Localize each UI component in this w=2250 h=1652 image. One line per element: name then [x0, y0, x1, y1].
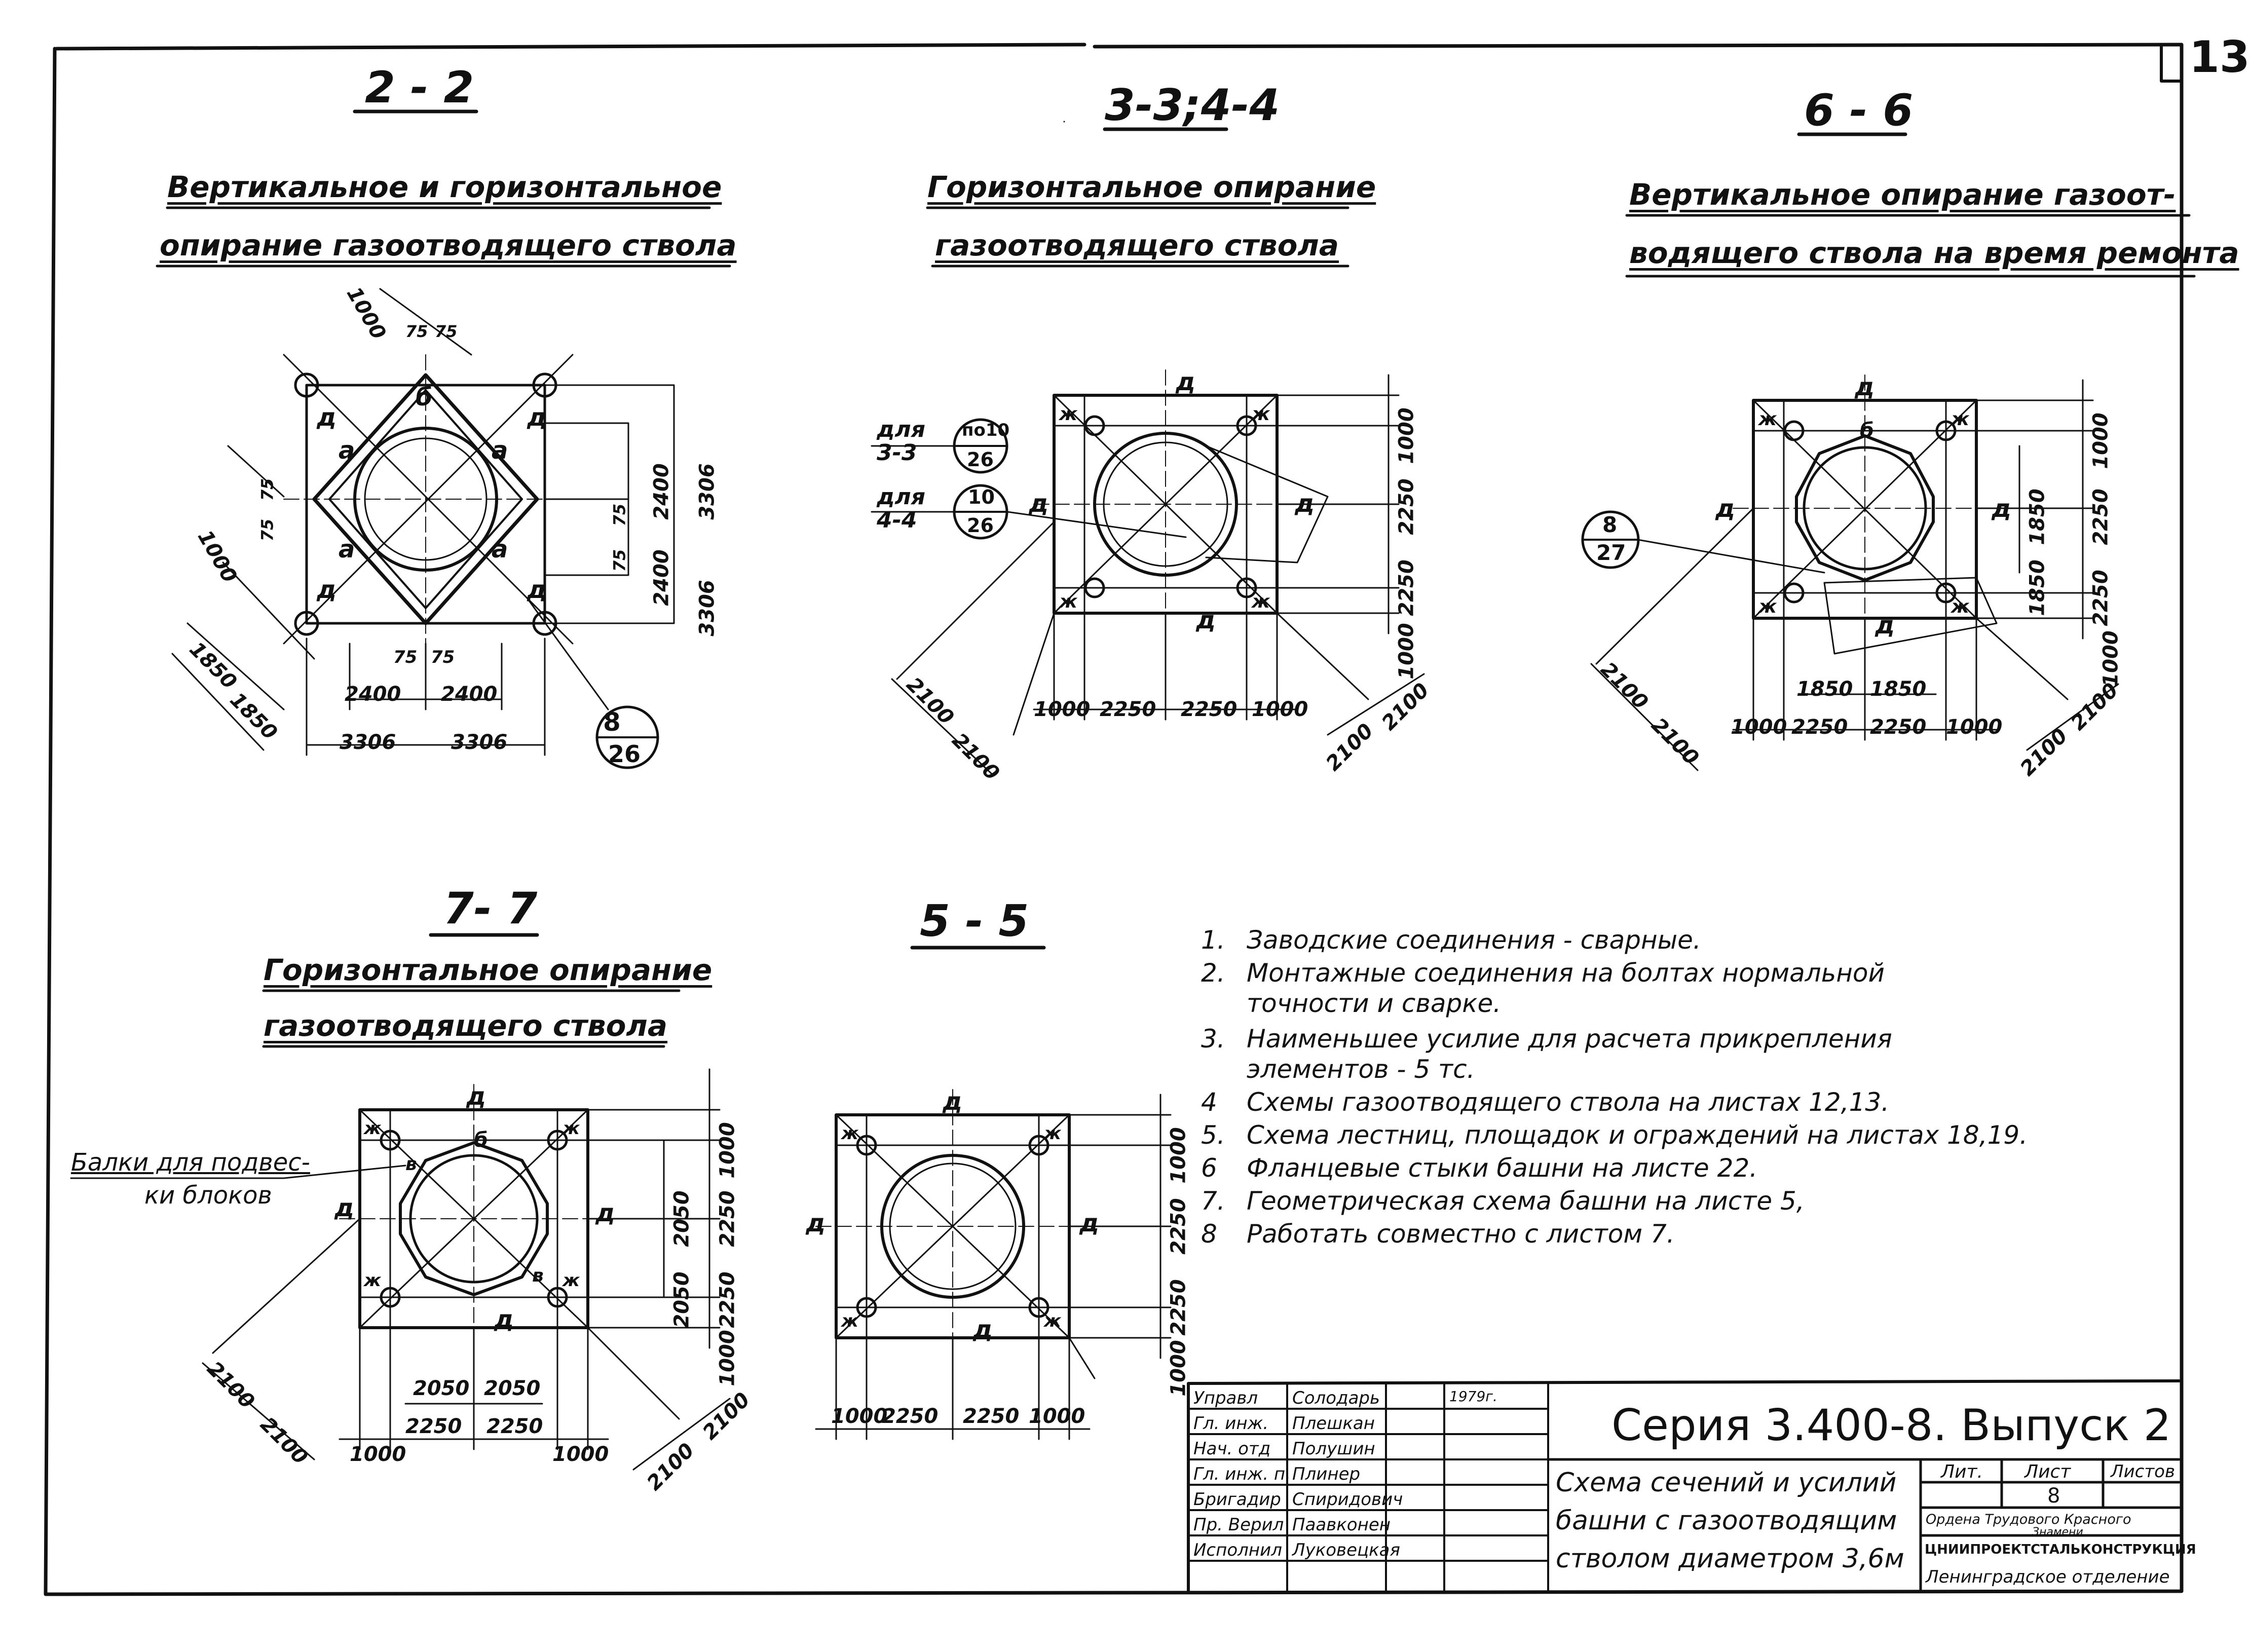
tb-description-3: стволом диаметром 3,6м: [1556, 1544, 1904, 1574]
page-number: 13: [2189, 32, 2250, 83]
dim-6-6-2100-b: 2100: [1646, 713, 1703, 770]
label-2-2-a4: а: [492, 535, 508, 564]
tb-sheet-label: Лист: [2024, 1461, 2071, 1482]
note-8: 8 Работать совместно с листом 7.: [1201, 1219, 1675, 1249]
callout-2-2-top: 8: [603, 707, 621, 737]
label-2-2-a2: а: [492, 436, 508, 465]
dim-7-7-1000-right: 1000: [552, 1443, 609, 1466]
tb-description-2: башни с газоотводящим: [1556, 1506, 1897, 1536]
tb-org-4: Ленинградское отделение: [1926, 1567, 2170, 1587]
tb-role-1: Управл: [1193, 1388, 1258, 1408]
dim-2-2-2400-lower: 2400: [650, 549, 673, 606]
label-5-5-d-right: д: [1079, 1209, 1099, 1237]
label-7-7-d-right: д: [595, 1199, 615, 1227]
dim-2-2-75-bottom-b: 75: [431, 647, 455, 667]
section-mark-7-7: 7- 7: [443, 883, 538, 934]
tb-sheet-value: 8: [2047, 1484, 2060, 1508]
dim-2-2-75-left-b: 75: [257, 518, 277, 542]
dim-3-3-1000-top: 1000: [1395, 407, 1418, 464]
dim-6-6-1000-bottom: 1000: [2099, 630, 2123, 687]
label-7-7-d-bottom: д: [494, 1305, 514, 1334]
label-3-3-d-top: д: [1176, 368, 1195, 396]
dim-3-3-2100-c: 2100: [1377, 679, 1434, 735]
callout-3-3-bottom: 26: [967, 448, 994, 471]
tb-org-2: Знамени: [2032, 1526, 2083, 1538]
label-6-6-zh1: ж: [1758, 409, 1777, 430]
label-7-7-zh1: ж: [364, 1118, 381, 1139]
label-7-7-v1: в: [405, 1154, 417, 1175]
dim-6-6-2250-upper: 2250: [2089, 489, 2113, 545]
label-7-7-zh4: ж: [562, 1270, 580, 1291]
dim-2-2-3306-lower: 3306: [695, 580, 719, 636]
label-3-3-d-right: д: [1295, 490, 1315, 518]
dim-7-7-1000-top: 1000: [716, 1122, 739, 1179]
label-7-7-d-top: д: [466, 1082, 486, 1111]
label-6-6-b: б: [1860, 419, 1874, 442]
dim-6-6-2100-c: 2100: [2066, 679, 2123, 735]
section-title-6-6-line2: водящего ствола на время ремонта: [1629, 236, 2239, 270]
callout-2-2-bottom: 26: [608, 740, 641, 768]
label-5-5-zh2: ж: [1044, 1123, 1061, 1144]
section-mark-3-3: 3-3;4-4: [1105, 80, 1280, 131]
tb-name-6: Паавконен: [1292, 1515, 1391, 1535]
dim-3-3-2100-b: 2100: [947, 728, 1004, 785]
tb-role-7: Исполнил: [1193, 1540, 1282, 1560]
dim-3-3-2250-lower: 2250: [1395, 559, 1418, 616]
dim-3-3-1000-bottom: 1000: [1395, 623, 1418, 680]
label-6-6-d-top: д: [1855, 373, 1874, 401]
dim-2-2-2400-upper: 2400: [650, 463, 673, 520]
label-6-6-zh4: ж: [1951, 596, 1969, 617]
label-7-7-d-left: д: [334, 1194, 354, 1222]
label-3-3-zh2: ж: [1252, 404, 1270, 425]
tb-name-7: Луковецкая: [1292, 1540, 1400, 1560]
label-2-2-a1: а: [339, 436, 355, 465]
dim-5-5-1000-bottom: 1000: [1167, 1340, 1190, 1397]
dim-7-7-2250-left: 2250: [405, 1415, 462, 1438]
dim-2-2-75-right-a: 75: [610, 503, 629, 527]
dim-7-7-2050-left: 2050: [413, 1377, 470, 1400]
dim-6-6-2100-a: 2100: [1596, 657, 1653, 715]
note-4: 4 Схемы газоотводящего ствола на листах 12,13.: [1201, 1087, 1890, 1117]
dim-2-2-75-right-b: 75: [610, 549, 629, 572]
dim-2-2-75-a: 75: [405, 322, 428, 341]
section-title-7-7-line1: Горизонтальное опирание: [264, 953, 713, 987]
label-5-5-zh3: ж: [841, 1311, 858, 1331]
dim-6-6-2250-left: 2250: [1791, 716, 1848, 739]
note-2: 2. Монтажные соединения на болтах нормальной: [1201, 958, 1885, 988]
label-6-6-d-right: д: [1992, 495, 2011, 523]
beam-label-line2: ки блоков: [144, 1181, 272, 1210]
label-3-3-zh4: ж: [1252, 591, 1270, 612]
dim-2-2-75-bottom-a: 75: [393, 647, 418, 667]
label-5-5-zh1: ж: [841, 1123, 858, 1144]
section-title-3-3-line2: газоотводящего ствола: [935, 228, 1339, 262]
label-3-3-d-left: д: [1029, 490, 1048, 518]
dim-7-7-2050-right: 2050: [484, 1377, 541, 1400]
section-2-2-drawing: [157, 111, 730, 768]
note-2-cont: точности и сварке.: [1247, 989, 1502, 1018]
label-5-5-d-bottom: д: [973, 1316, 993, 1344]
dim-7-7-2250-lower: 2250: [716, 1271, 739, 1328]
section-title-7-7-line2: газоотводящего ствола: [264, 1008, 668, 1043]
tb-name-4: Плинер: [1292, 1464, 1361, 1484]
dim-3-3-2250-left: 2250: [1100, 698, 1156, 721]
dim-7-7-1000-left: 1000: [350, 1443, 406, 1466]
section-title-2-2-line1: Вертикальное и горизонтальное: [167, 170, 722, 204]
tb-name-3: Полушин: [1292, 1439, 1375, 1459]
section-mark-2-2: 2 - 2: [365, 62, 474, 113]
section-5-5-drawing: [816, 948, 1171, 1439]
dim-6-6-1850-left: 1850: [1796, 678, 1853, 701]
dim-7-7-2100-b: 2100: [255, 1412, 312, 1470]
dim-6-6-1000-left: 1000: [1731, 716, 1787, 739]
dim-5-5-1000-right: 1000: [1029, 1405, 1085, 1428]
section-mark-6-6: 6 - 6: [1804, 85, 1914, 136]
tb-org-3: ЦНИИПРОЕКТСТАЛЬКОНСТРУКЦИЯ: [1925, 1542, 2196, 1557]
dim-7-7-2100-d: 2100: [642, 1439, 699, 1495]
label-7-7-b: б: [474, 1129, 488, 1152]
label-2-2-b: б: [416, 383, 433, 411]
dim-6-6-1850-right: 1850: [1870, 678, 1927, 701]
tb-name-5: Спиридович: [1292, 1489, 1403, 1510]
tb-series: Серия 3.400-8. Выпуск 2: [1611, 1400, 2171, 1451]
label-2-2-d2: д: [527, 403, 547, 432]
callout-3-3-label: для 3-3: [877, 417, 926, 466]
label-6-6-zh3: ж: [1758, 596, 1777, 617]
label-6-6-zh2: ж: [1951, 409, 1969, 430]
label-2-2-d3: д: [317, 576, 336, 604]
dim-2-2-3306-upper: 3306: [695, 463, 719, 520]
dim-5-5-1000-top: 1000: [1167, 1127, 1190, 1184]
tb-year: 1979г.: [1449, 1388, 1497, 1405]
callout-4-4-bottom: 26: [967, 514, 994, 537]
note-1: 1. Заводские соединения - сварные.: [1201, 925, 1701, 955]
tb-role-6: Пр. Верил: [1193, 1515, 1284, 1535]
label-7-7-zh2: ж: [562, 1118, 580, 1139]
label-5-5-d-left: д: [806, 1209, 826, 1237]
label-3-3-zh1: ж: [1059, 404, 1077, 425]
dim-5-5-2250-left: 2250: [882, 1405, 939, 1428]
dim-3-3-2100-d: 2100: [1321, 719, 1378, 776]
tb-sheets-label: Листов: [2111, 1461, 2176, 1482]
callout-4-4-label: для 4-4: [877, 484, 926, 534]
section-title-3-3-line1: Горизонтальное опирание: [927, 170, 1376, 204]
dim-7-7-2100-c: 2100: [698, 1388, 755, 1445]
dim-2-2-2400-left: 2400: [345, 683, 401, 706]
label-3-3-zh3: ж: [1059, 591, 1077, 612]
tb-name-1: Солодарь: [1292, 1388, 1380, 1408]
section-mark-5-5: 5 - 5: [920, 896, 1029, 947]
callout-4-4-top: 10: [968, 486, 995, 508]
label-2-2-d1: д: [317, 403, 336, 432]
dim-3-3-2250-upper: 2250: [1395, 478, 1418, 535]
label-6-6-d-left: д: [1715, 495, 1735, 523]
label-6-6-d-bottom: д: [1875, 611, 1895, 640]
dim-3-3-2100-a: 2100: [902, 672, 958, 730]
dim-7-7-2050-lower: 2050: [670, 1271, 694, 1328]
section-title-6-6-line1: Вертикальное опирание газоот-: [1629, 177, 2176, 212]
dim-6-6-2100-d: 2100: [2015, 724, 2073, 781]
dim-6-6-2250-right: 2250: [1870, 716, 1927, 739]
dim-5-5-2250-lower: 2250: [1167, 1279, 1190, 1336]
tb-role-5: Бригадир: [1193, 1489, 1281, 1510]
dim-7-7-2250-right: 2250: [486, 1415, 543, 1438]
tb-role-2: Гл. инж.: [1193, 1413, 1269, 1434]
tb-role-4: Гл. инж. п.: [1193, 1464, 1291, 1484]
dim-7-7-1000-bottom: 1000: [716, 1330, 739, 1386]
label-2-2-d4: д: [527, 576, 547, 604]
dim-2-2-1850-b: 1850: [225, 688, 282, 745]
label-3-3-d-bottom: д: [1196, 606, 1216, 634]
dim-2-2-2400-right: 2400: [441, 683, 498, 706]
dim-7-7-2250-upper: 2250: [716, 1190, 739, 1247]
callout-3-3-top: по10: [962, 420, 1010, 440]
section-3-3-drawing: [872, 122, 1424, 775]
tb-role-3: Нач. отд: [1193, 1439, 1271, 1459]
tb-lit-label: Лит.: [1941, 1461, 1983, 1482]
dim-2-2-75-b: 75: [435, 322, 458, 341]
dim-6-6-1850-lower: 1850: [2026, 559, 2049, 616]
dim-5-5-2250-upper: 2250: [1167, 1198, 1190, 1255]
dim-2-2-3306-left: 3306: [340, 731, 396, 754]
label-2-2-a3: а: [339, 535, 355, 564]
callout-6-6-top: 8: [1602, 512, 1618, 537]
dim-6-6-1000-top: 1000: [2089, 412, 2113, 469]
dim-6-6-2250-lower: 2250: [2089, 570, 2113, 626]
dim-3-3-2250-right: 2250: [1181, 698, 1238, 721]
note-5: 5. Схема лестниц, площадок и ограждений на листах 18,19.: [1201, 1120, 2028, 1150]
note-6: 6 Фланцевые стыки башни на листе 22.: [1201, 1153, 1758, 1183]
note-3-cont: элементов - 5 тс.: [1247, 1055, 1475, 1084]
dim-2-2-1850-a: 1850: [184, 637, 241, 694]
label-7-7-v2: в: [532, 1265, 544, 1286]
dim-6-6-1000-right: 1000: [1946, 716, 2003, 739]
dim-2-2-1000-left: 1000: [193, 526, 242, 587]
note-3: 3. Наименьшее усилие для расчета прикрепления: [1201, 1024, 1892, 1054]
note-7: 7. Геометрическая схема башни на листе 5,: [1201, 1186, 1805, 1216]
dim-3-3-1000-right: 1000: [1252, 698, 1308, 721]
label-5-5-d-top: д: [943, 1087, 962, 1116]
tb-name-2: Плешкан: [1292, 1413, 1375, 1434]
dim-7-7-2100-a: 2100: [202, 1357, 259, 1414]
dim-2-2-75-left-a: 75: [257, 478, 277, 501]
beam-label-line1: Балки для подвес-: [71, 1148, 310, 1177]
section-title-2-2-line2: опирание газоотводящего ствола: [160, 228, 737, 262]
label-5-5-zh4: ж: [1044, 1311, 1061, 1331]
label-7-7-zh3: ж: [364, 1270, 381, 1291]
dim-5-5-2250-right: 2250: [963, 1405, 1020, 1428]
tb-org-1: Ордена Трудового Красного: [1926, 1512, 2131, 1527]
callout-6-6-bottom: 27: [1596, 540, 1626, 565]
dim-2-2-1000-top: 1000: [342, 283, 391, 344]
dim-6-6-1850-upper: 1850: [2026, 489, 2049, 545]
dim-7-7-2050-upper: 2050: [670, 1190, 694, 1247]
tb-description-1: Схема сечений и усилий: [1556, 1468, 1897, 1498]
dim-2-2-3306-right: 3306: [451, 731, 508, 754]
dim-5-5-1000-left: 1000: [831, 1405, 888, 1428]
dim-3-3-1000-left: 1000: [1034, 698, 1091, 721]
